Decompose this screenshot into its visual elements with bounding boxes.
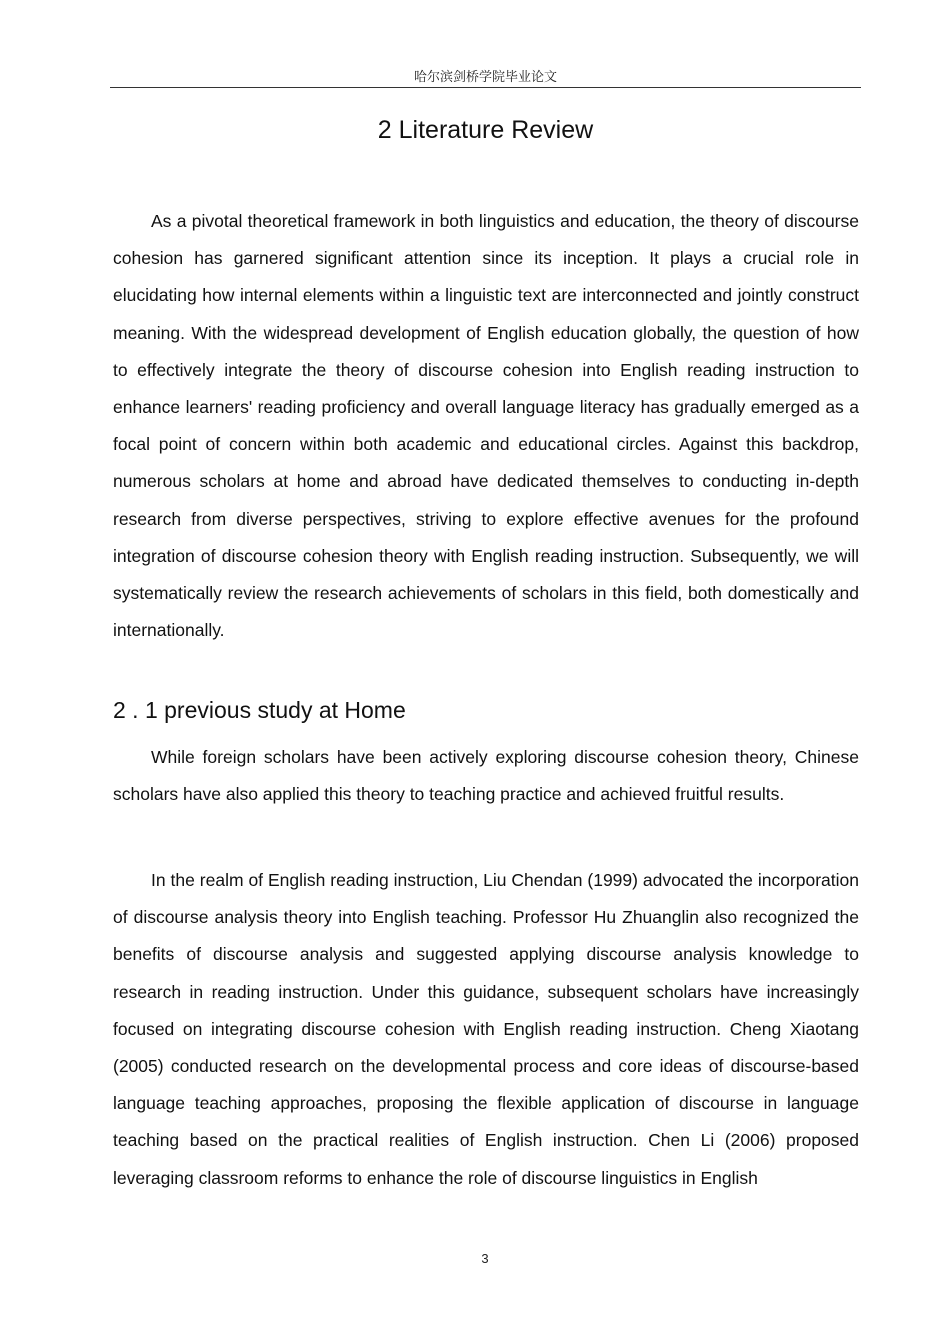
- section-paragraph-1: While foreign scholars have been actively exploring discourse cohesion theory, Chinese scholars have also applied this theory to teaching practice and achieved fruitful results.: [113, 747, 859, 805]
- page-number: 3: [481, 1251, 489, 1266]
- intro-paragraph: As a pivotal theoretical framework in both linguistics and education, the theory of discourse cohesion has garnered significant attention since its inception. It plays a crucial role in elucidating how internal elements within a linguistic text are interconnected and jointly construct meaning. With the widespread development of English education globally, the question of how to effectively integrate the theory of discourse cohesion into English reading instruction to enhance learners' reading proficiency and overall language literacy has gradually emerged as a focal point of concern within both academic and educational circles. Against this backdrop, numerous scholars at home and abroad have dedicated themselves to conducting in-depth research from diverse perspectives, striving to explore effective avenues for the profound integration of discourse cohesion theory with English reading instruction. Subsequently, we will systematically review the research achievements of scholars in this field, both domestically and internationally.: [113, 211, 859, 641]
- section-heading: 2 . 1 previous study at Home: [113, 697, 406, 723]
- section-paragraph-2: In the realm of English reading instruction, Liu Chendan (1999) advocated the incorporation of discourse analysis theory into English teaching. Professor Hu Zhuanglin also recognized the benefits of discourse analysis and suggested applying discourse analysis knowledge to research in reading instruction. Under this guidance, subsequent scholars have increasingly focused on integrating discourse cohesion with English reading instruction. Cheng Xiaotang (2005) conducted research on the developmental process and core ideas of discourse-based language teaching approaches, proposing the flexible application of discourse in language teaching based on the practical realities of English instruction. Chen Li (2006) proposed leveraging classroom reforms to enhance the role of discourse linguistics in English: [113, 870, 859, 1188]
- chapter-title: 2 Literature Review: [377, 116, 594, 144]
- header-rule: [110, 87, 861, 88]
- running-header: 哈尔滨剑桥学院毕业论文: [413, 70, 557, 85]
